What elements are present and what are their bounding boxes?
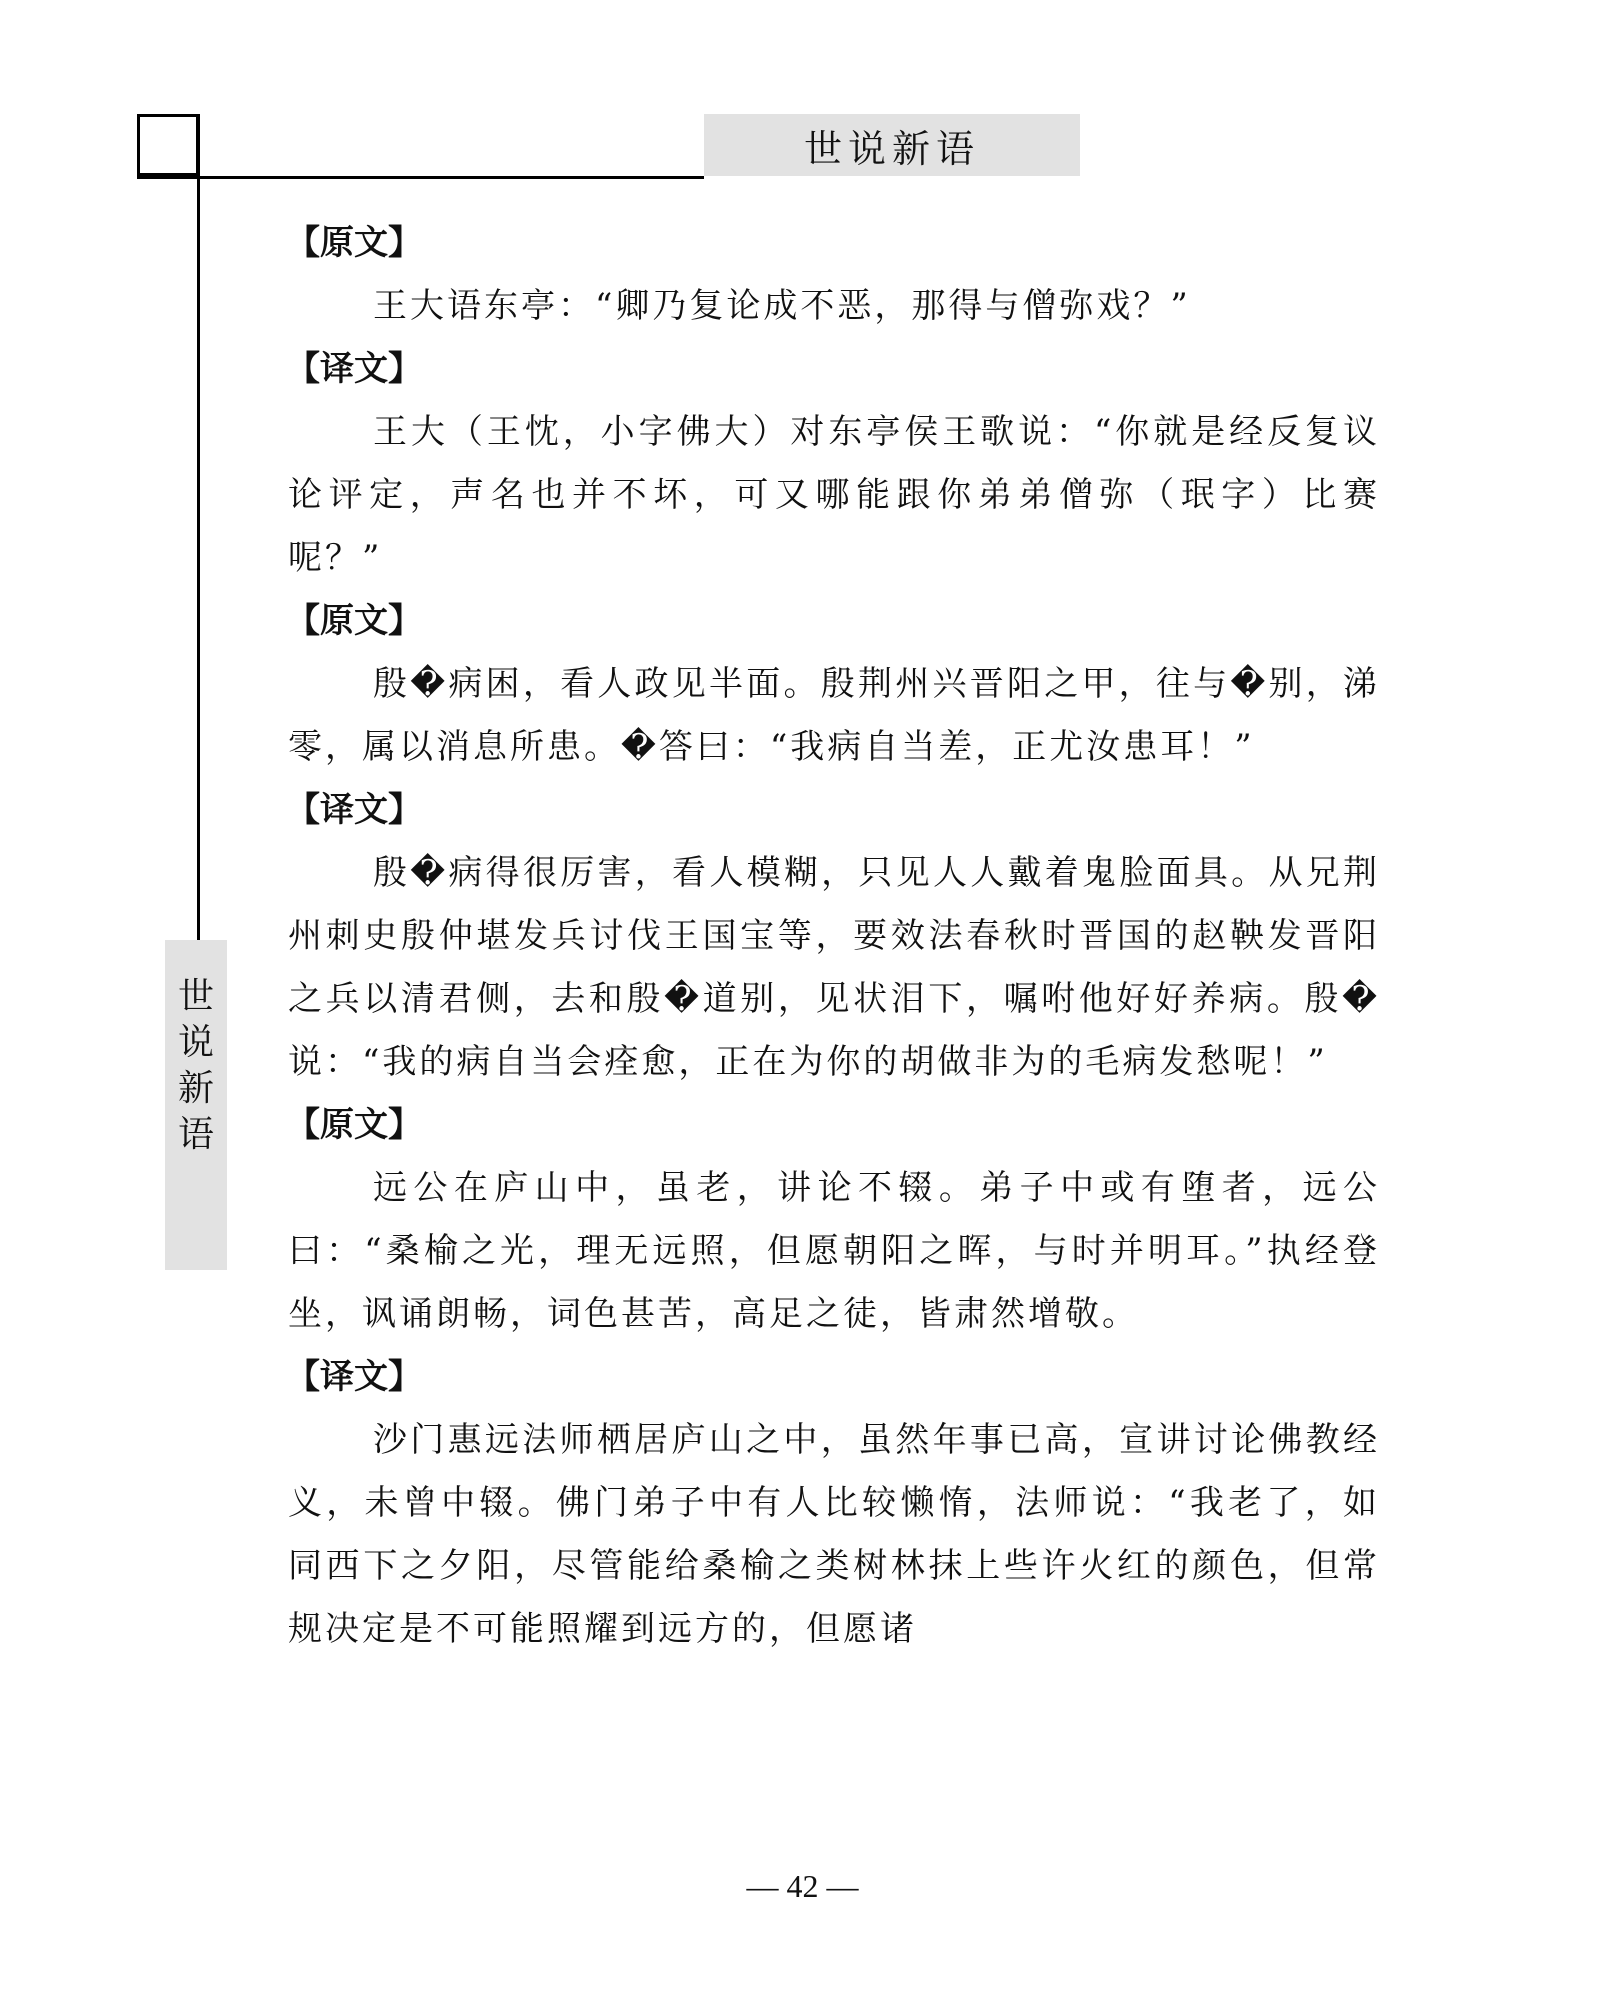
corner-frame-box [137,114,199,176]
side-tab-char: 语 [177,1114,214,1155]
section-text-original: 殷�病困，看人政见半面。殷荆州兴晋阳之甲，往与�别，涕零，属以消息所患。�答曰：“我病自当差，正尤汝患耳！” [288,664,1380,767]
header-rule [137,176,704,179]
section-text-translation: 沙门惠远法师栖居庐山之中，虽然年事已高，宣讲讨论佛教经义，未曾中辍。佛门弟子中有人比较懒惰，法师说：“我老了，如同西下之夕阳，尽管能给桑榆之类树林抹上些许火红的颜色，但常规决定是不可能照耀到远方的，但愿诸 [288,1420,1380,1649]
header-title: 世说新语 [803,126,980,171]
side-tab-char: 新 [177,1068,214,1109]
side-tab [165,940,227,1270]
margin-rule [197,114,200,940]
side-tab-char: 世 [177,976,214,1017]
section-text-translation: 殷�病得很厉害，看人模糊，只见人人戴着鬼脸面具。从兄荆州刺史殷仲堪发兵讨伐王国宝等，要效法春秋时晋国的赵鞅发晋阳之兵以清君侧，去和殷�道别，见状泪下，嘱咐他好好养病。殷�说：“我的病自当会痊愈，正在为你的胡做非为的毛病发愁呢！” [288,853,1380,1082]
page-body [288,212,1380,1661]
section-label-original: 【原文】 [286,223,422,263]
side-tab-char: 说 [177,1022,214,1063]
section-label-original: 【原文】 [286,1105,422,1145]
running-header [704,114,1080,176]
page-number: — 42 — [746,1868,859,1904]
section-text-original: 王大语东亭：“卿乃复论成不恶，那得与僧弥戏？” [373,286,1191,326]
section-text-translation: 王大（王忱，小字佛大）对东亭侯王歌说：“你就是经反复议论评定，声名也并不坏，可又哪能跟你弟弟僧弥（珉字）比赛呢？” [288,412,1380,578]
section-label-original: 【原文】 [286,601,422,641]
section-label-translation: 【译文】 [286,349,422,389]
section-text-original: 远公在庐山中，虽老，讲论不辍。弟子中或有堕者，远公曰：“桑榆之光，理无远照，但愿朝阳之晖，与时并明耳。”执经登坐，讽诵朗畅，词色甚苦，高足之徒，皆肃然增敬。 [288,1168,1380,1334]
section-label-translation: 【译文】 [286,790,422,830]
section-label-translation: 【译文】 [286,1357,422,1397]
